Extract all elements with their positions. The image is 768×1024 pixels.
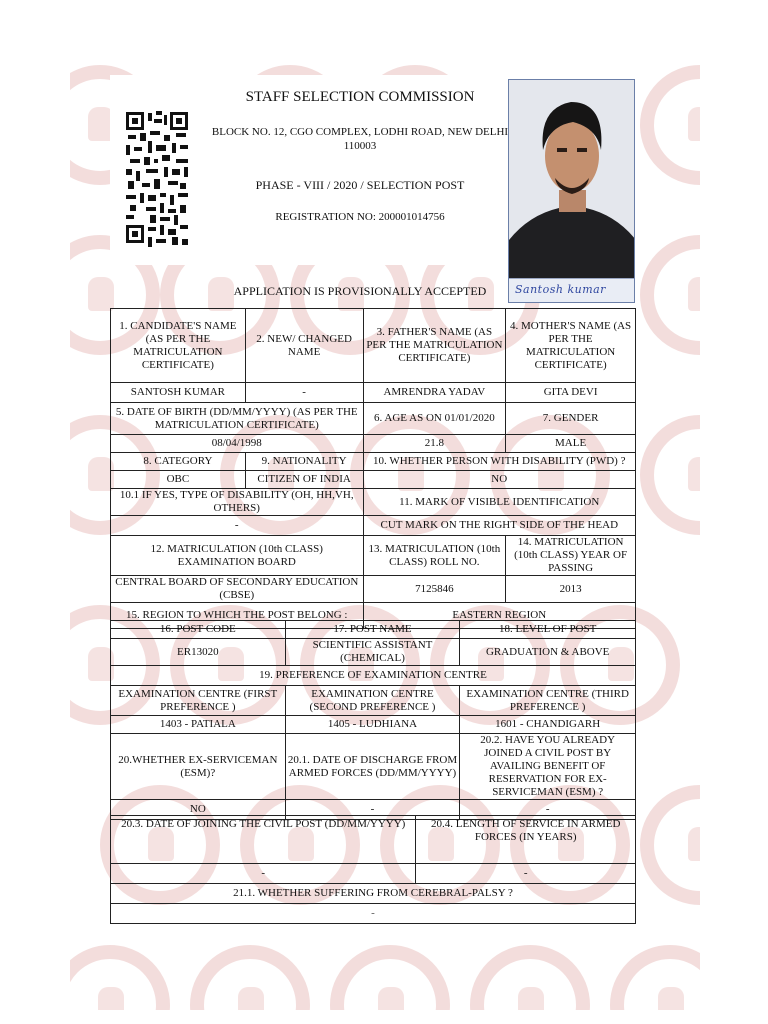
value-centre-third: 1601 - CHANDIGARH (460, 716, 636, 734)
label-discharge-date: 20.1. DATE OF DISCHARGE FROM ARMED FORCES (DD/MM/YYYY) (285, 734, 460, 800)
value-changed-name: - (245, 383, 363, 403)
label-ex-serviceman: 20.WHETHER EX-SERVICEMAN (ESM)? (111, 734, 286, 800)
signature-strip (509, 278, 635, 303)
label-post-code: 16. POST CODE (111, 621, 286, 639)
label-post-level: 18. LEVEL OF POST (460, 621, 636, 639)
label-nationality: 9. NATIONALITY (245, 453, 363, 471)
label-candidate-name: 1. CANDIDATE'S NAME (AS PER THE MATRICULATION CERTIFICATE) (111, 309, 246, 383)
registration-number: REGISTRATION NO: 200001014756 (275, 211, 445, 223)
value-dob: 08/04/1998 (111, 435, 364, 453)
value-father-name: AMRENDRA YADAV (363, 383, 506, 403)
service-details-table (110, 815, 636, 924)
admit-page (70, 65, 700, 1010)
value-category: OBC (111, 471, 246, 489)
value-centre-second: 1405 - LUDHIANA (285, 716, 460, 734)
value-joining-date: - (111, 864, 416, 884)
label-centre-first: EXAMINATION CENTRE (FIRST PREFERENCE ) (111, 686, 286, 716)
label-mother-name: 4. MOTHER'S NAME (AS PER THE MATRICULATION CERTIFICATE) (506, 309, 636, 383)
value-discharge-date: - (285, 800, 460, 820)
label-civil-post-joined: 20.2. HAVE YOU ALREADY JOINED A CIVIL POST BY AVAILING BENEFIT OF RESERVATION FOR EX-SERVICEMAN (ESM) ? (460, 734, 636, 800)
value-board: CENTRAL BOARD OF SECONDARY EDUCATION (CBSE) (111, 576, 364, 603)
value-civil-post-joined: - (460, 800, 636, 820)
value-age: 21.8 (363, 435, 506, 453)
label-board: 12. MATRICULATION (10th CLASS) EXAMINATION BOARD (111, 536, 364, 576)
label-centre-third: EXAMINATION CENTRE (THIRD PREFERENCE ) (460, 686, 636, 716)
label-centre-preference: 19. PREFERENCE OF EXAMINATION CENTRE (111, 666, 636, 686)
label-joining-date: 20.3. DATE OF JOINING THE CIVIL POST (DD/MM/YYYY) (111, 816, 416, 864)
personal-details-table (110, 308, 636, 629)
value-passing-year: 2013 (506, 576, 636, 603)
org-title: STAFF SELECTION COMMISSION (245, 89, 475, 105)
value-nationality: CITIZEN OF INDIA (245, 471, 363, 489)
value-candidate-name: SANTOSH KUMAR (111, 383, 246, 403)
label-passing-year: 14. MATRICULATION (10th CLASS) YEAR OF PASSING (506, 536, 636, 576)
org-address: BLOCK NO. 12, CGO COMPLEX, LODHI ROAD, NEW DELHI 110003 (211, 126, 509, 152)
label-changed-name: 2. NEW/ CHANGED NAME (245, 309, 363, 383)
label-pwd: 10. WHETHER PERSON WITH DISABILITY (PWD) ? (363, 453, 636, 471)
status-banner: APPLICATION IS PROVISIONALLY ACCEPTED (233, 284, 487, 298)
label-gender: 7. GENDER (506, 403, 636, 435)
label-cerebral-palsy: 21.1. WHETHER SUFFERING FROM CEREBRAL-PALSY ? (111, 884, 636, 904)
label-centre-second: EXAMINATION CENTRE (SECOND PREFERENCE ) (285, 686, 460, 716)
value-gender: MALE (506, 435, 636, 453)
label-post-name: 17. POST NAME (285, 621, 460, 639)
value-pwd: NO (363, 471, 636, 489)
value-region: EASTERN REGION (363, 603, 636, 629)
value-cerebral-palsy: - (111, 904, 636, 924)
value-identification-mark: CUT MARK ON THE RIGHT SIDE OF THE HEAD (363, 516, 636, 536)
qr-code (124, 109, 192, 249)
label-age: 6. AGE AS ON 01/01/2020 (363, 403, 506, 435)
value-centre-first: 1403 - PATIALA (111, 716, 286, 734)
label-region: 15. REGION TO WHICH THE POST BELONG : (111, 603, 364, 629)
candidate-signature: Santosh kumar (515, 283, 606, 296)
candidate-photo (508, 79, 635, 303)
label-identification-mark: 11. MARK OF VISIBLE IDENTIFICATION (363, 489, 636, 516)
value-post-name: SCIENTIFIC ASSISTANT (CHEMICAL) (285, 639, 460, 666)
value-post-level: GRADUATION & ABOVE (460, 639, 636, 666)
value-service-length: - (416, 864, 636, 884)
candidate-photo-image (509, 80, 635, 278)
value-post-code: ER13020 (111, 639, 286, 666)
label-disability-type: 10.1 IF YES, TYPE OF DISABILITY (OH, HH,VH, OTHERS) (111, 489, 364, 516)
label-category: 8. CATEGORY (111, 453, 246, 471)
label-father-name: 3. FATHER'S NAME (AS PER THE MATRICULATION CERTIFICATE) (363, 309, 506, 383)
label-roll-no: 13. MATRICULATION (10th CLASS) ROLL NO. (363, 536, 506, 576)
label-service-length: 20.4. LENGTH OF SERVICE IN ARMED FORCES (IN YEARS) (416, 816, 636, 864)
value-mother-name: GITA DEVI (506, 383, 636, 403)
post-details-table (110, 620, 636, 820)
label-dob: 5. DATE OF BIRTH (DD/MM/YYYY) (AS PER THE MATRICULATION CERTIFICATE) (111, 403, 364, 435)
value-ex-serviceman: NO (111, 800, 286, 820)
value-disability-type: - (111, 516, 364, 536)
phase-title: PHASE - VIII / 2020 / SELECTION POST (255, 178, 465, 192)
value-roll-no: 7125846 (363, 576, 506, 603)
